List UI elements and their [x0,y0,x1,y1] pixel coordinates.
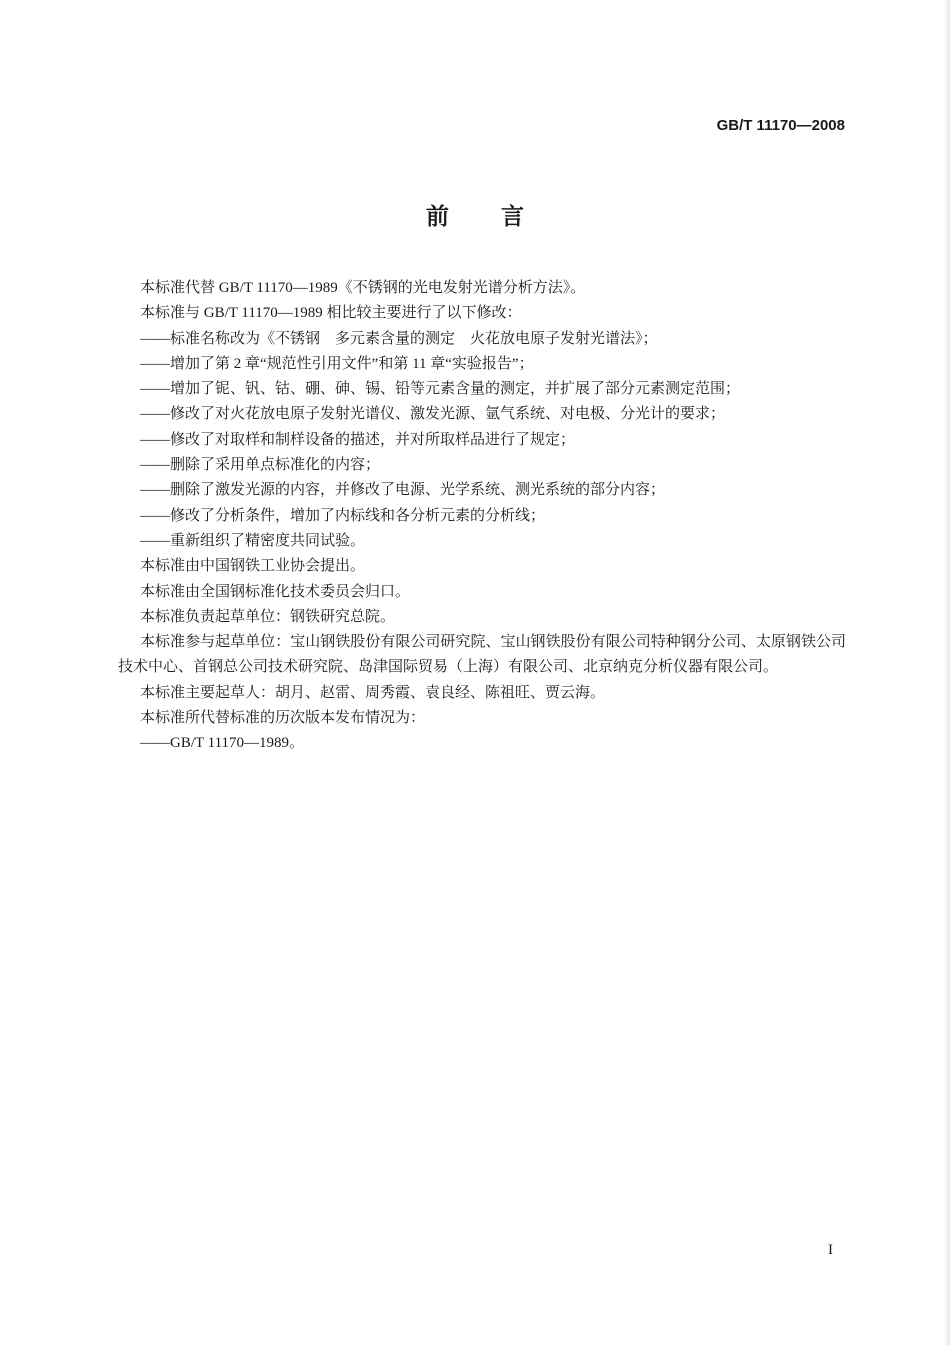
paragraph-replaces: 本标准代替 GB/T 11170—1989《不锈钢的光电发射光谱分析方法》。 [140,280,586,296]
change-item: ——删除了激发光源的内容，并修改了电源、光学系统、测光系统的部分内容； [140,482,666,499]
change-item: ——修改了对火花放电原子发射光谱仪、激发光源、氩气系统、对电极、分光计的要求； [140,406,726,423]
change-item: ——增加了铌、钒、钴、硼、砷、锡、铅等元素含量的测定，并扩展了部分元素测定范围； [140,381,741,398]
paragraph-participating-drafters: 本标准参与起草单位：宝山钢铁股份有限公司研究院、宝山钢铁股份有限公司特种钢分公司、太原钢铁公司技术中心、首钢总公司技术研究院、岛津国际贸易（上海）有限公司、北京纳克分析仪器有限公司。 [118,634,846,676]
history-item: ——GB/T 11170—1989。 [140,735,305,752]
change-item: ——修改了分析条件，增加了内标线和各分析元素的分析线； [140,507,546,524]
page-number: I [828,1242,833,1258]
paragraph-history-intro: 本标准所代替标准的历次版本发布情况为： [140,710,426,727]
page-title: 前言 [426,204,576,229]
change-item: ——删除了采用单点标准化的内容； [140,457,381,474]
standard-number-header: GB/T 11170—2008 [716,117,845,134]
change-item: ——增加了第 2 章“规范性引用文件”和第 11 章“实验报告”； [140,355,534,372]
change-item: ——标准名称改为《不锈钢 多元素含量的测定 火花放电原子发射光谱法》； [140,330,658,347]
paragraph-under-jurisdiction: 本标准由全国钢标准化技术委员会归口。 [140,583,411,600]
change-item: ——修改了对取样和制样设备的描述，并对所取样品进行了规定； [140,431,576,448]
paragraph-main-drafters: 本标准主要起草人：胡月、赵雷、周秀霞、袁良经、陈祖旺、贾云海。 [140,684,606,701]
foreword-body [118,276,846,757]
paragraph-proposed-by: 本标准由中国钢铁工业协会提出。 [140,558,366,575]
paragraph-changes-intro: 本标准与 GB/T 11170—1989 相比较主要进行了以下修改： [140,305,522,322]
change-item: ——重新组织了精密度共同试验。 [140,532,366,549]
paragraph-lead-drafter: 本标准负责起草单位：钢铁研究总院。 [140,608,396,625]
